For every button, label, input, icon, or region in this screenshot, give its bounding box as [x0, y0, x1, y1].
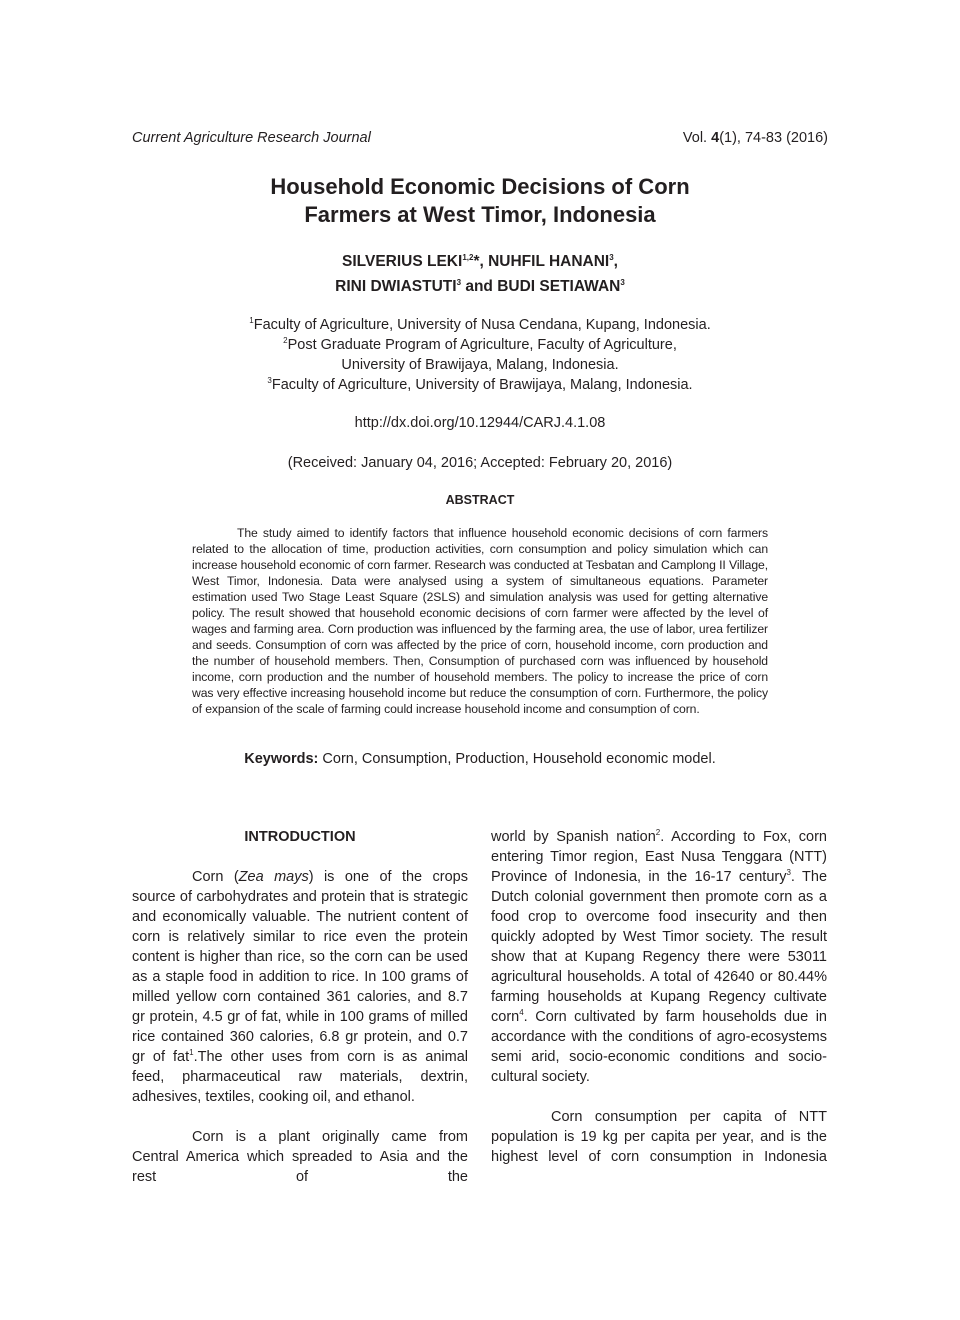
vol-rest: (1), 74-83 (2016) — [719, 130, 828, 146]
affiliation — [0, 355, 960, 375]
affiliations — [0, 315, 960, 395]
author-sup: 3 — [456, 277, 462, 287]
keywords-label: Keywords: — [244, 751, 319, 767]
author-sep: , — [613, 253, 618, 270]
affil-text: Faculty of Agriculture, University of Nusa Cendana, Kupang, Indonesia. — [253, 317, 711, 333]
left-column — [132, 827, 468, 1207]
author: RINI DWIASTUTI — [335, 278, 457, 295]
affil-text: University of Brawijaya, Malang, Indonesia. — [341, 357, 619, 373]
citation: 1 — [189, 1048, 194, 1058]
doi-link[interactable]: http://dx.doi.org/10.12944/CARJ.4.1.08 — [354, 415, 606, 431]
right-column — [491, 827, 827, 1187]
affiliation — [0, 375, 960, 395]
paragraph: Corn is a plant originally came from Central America which spreaded to Asia and the rest of the — [132, 1129, 468, 1185]
author-sep: and — [461, 278, 498, 295]
text: . Corn cultivated by farm households due in accordance with the conditions of agro-ecosystems semi arid, socio-economic conditions and socio-cultural society. — [491, 1009, 827, 1085]
author-sup: 3 — [609, 252, 614, 262]
text: .The other uses from corn is as animal feed, pharmaceutical raw materials, dextrin, adhesives, textiles, cooking oil, and ethanol. — [132, 1049, 468, 1105]
affiliation — [0, 335, 960, 355]
author-sep: *, — [473, 253, 489, 270]
species-name: Zea mays — [238, 869, 309, 885]
citation: 2 — [655, 828, 661, 838]
affil-sup: 2 — [283, 336, 288, 346]
keywords — [0, 751, 960, 767]
authors — [0, 249, 960, 299]
author: NUHFIL HANANI — [488, 253, 610, 270]
affil-sup: 3 — [267, 376, 272, 386]
text: . According to Fox, corn entering Timor region, East Nusa Tenggara (NTT) Province of Indonesia, in the 16-17 century — [491, 829, 827, 885]
affiliation — [0, 315, 960, 335]
affil-text: Post Graduate Program of Agriculture, Faculty of Agriculture, — [287, 337, 677, 353]
paragraph — [132, 867, 468, 1107]
title-line: Farmers at West Timor, Indonesia — [304, 202, 656, 227]
abstract-text: The study aimed to identify factors that influence household economic decisions of corn farmers related to the allocation of time, production activities, corn consumption and policy simulation which can increase household economic of corn farmer. Research was conducted at Tesbatan and Camplong II Village, West Timor, Indonesia. Data were analysed using a system of simultaneous equations. Parameter estimation used Two Stage Least Square (2SLS) and simulation analysis was used for getting alternative policy. The result showed that household economic decisions of corn farmer were affected by the level of wages and farming area. Corn production was influenced by the farming area, the use of labor, urea fertilizer and seeds. Consumption of corn was affected by the price of corn, household income, corn production and the number of household members. Then, Consumption of purchased corn was influenced by household income, corn production and the number of household members. The policy to increase the price of corn was very effective increasing household income but reduce the consumption of corn. Furthermore, the policy of expansion of the scale of farming could increase household income and consumption of corn. — [192, 526, 768, 716]
author-sup: 3 — [620, 277, 625, 287]
author: BUDI SETIAWAN — [497, 278, 621, 295]
section-heading: INTRODUCTION — [244, 829, 356, 845]
text: ) is one of the crops source of carbohydrates and protein that is strategic and economically valuable. The nutrient content of corn is relatively similar to rice even the protein content is higher than rice, so the corn can be used as a staple food in addition to rice. In 100 grams of milled yellow corn contained 361 calories, and 8.7 gr protein, 4.5 gr of fat, while in 100 grams of milled rice contained 360 calories, 6.8 gr protein, and 0.7 gr of fat — [132, 869, 468, 1065]
journal-name: Current Agriculture Research Journal — [132, 130, 371, 146]
text: world by Spanish nation — [491, 829, 656, 845]
vol-number: 4 — [711, 130, 720, 146]
citation: 3 — [786, 868, 791, 878]
text: Corn ( — [192, 869, 239, 885]
keywords-text: Corn, Consumption, Production, Household economic model. — [318, 751, 716, 767]
vol-prefix: Vol. — [682, 130, 712, 146]
text: . The Dutch colonial government then promote corn as a food crop to overcome food insecurity and then quickly adopted by West Timor society. The result show that at Kupang Regency there were 53011 agricultural households. A total of 42640 or 80.44% farming households at Kupang Regency cultivate corn — [491, 869, 828, 1025]
affil-text: Faculty of Agriculture, University of Brawijaya, Malang, Indonesia. — [271, 377, 693, 393]
volume-info — [683, 130, 828, 146]
abstract-heading: ABSTRACT — [445, 493, 515, 507]
affil-sup: 1 — [249, 316, 254, 326]
paragraph: Corn consumption per capita of NTT population is 19 kg per capita per year, and is the highest level of corn consumption in Indonesia — [491, 1109, 827, 1165]
title-line: Household Economic Decisions of Corn — [270, 174, 690, 199]
received-dates: (Received: January 04, 2016; Accepted: February 20, 2016) — [287, 455, 673, 471]
author: SILVERIUS LEKI — [342, 253, 463, 270]
citation: 4 — [519, 1008, 524, 1018]
author-sup: 1,2 — [462, 252, 474, 262]
paper-title — [0, 173, 960, 229]
paragraph — [491, 827, 827, 1087]
